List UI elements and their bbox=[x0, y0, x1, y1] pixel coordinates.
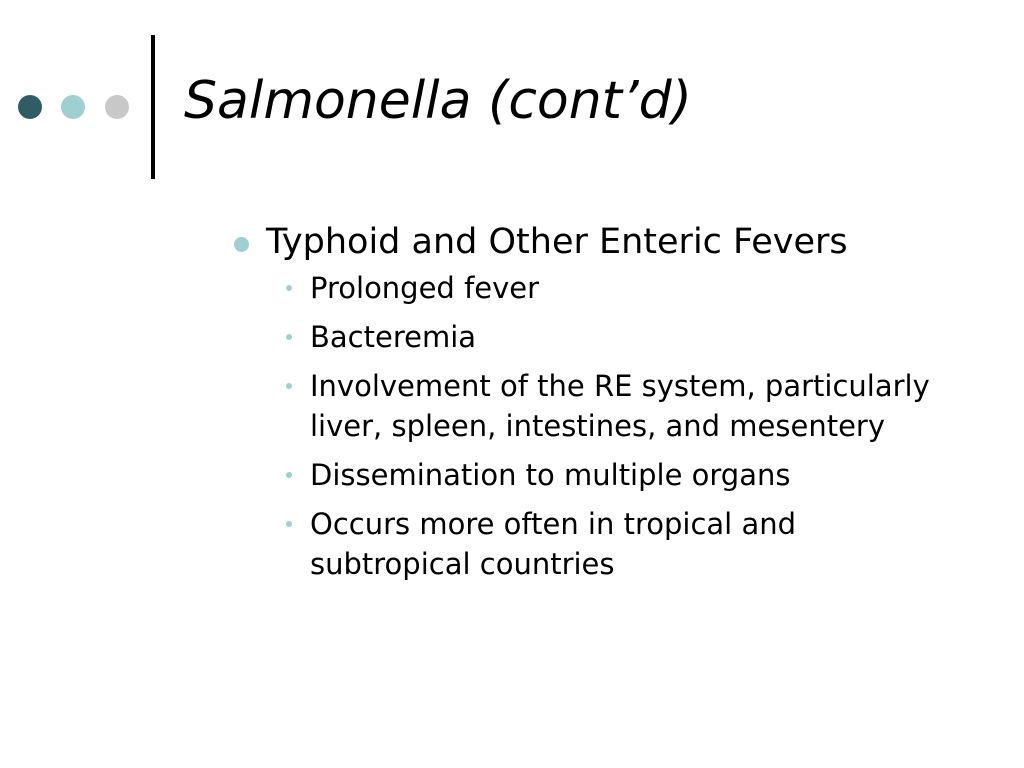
sub-bullet-icon bbox=[286, 285, 292, 291]
decorative-dot-light bbox=[61, 95, 85, 119]
decorative-dot-dark bbox=[18, 95, 42, 119]
sub-bullet-icon bbox=[286, 521, 292, 527]
sub-bullet-text: Occurs more often in tropical and subtropical countries bbox=[310, 506, 797, 581]
sub-bullet-item bbox=[232, 317, 950, 357]
decorative-dot-grey bbox=[105, 95, 129, 119]
sub-bullet-item bbox=[232, 268, 950, 308]
sub-bullet-icon bbox=[286, 334, 292, 340]
sub-bullet-text: Involvement of the RE system, particularly liver, spleen, intestines, and mesentery bbox=[310, 368, 930, 443]
main-bullet-text: Typhoid and Other Enteric Fevers bbox=[266, 222, 848, 262]
sub-bullet-item bbox=[232, 366, 950, 446]
sub-bullet-item bbox=[232, 504, 950, 584]
sub-bullet-icon bbox=[286, 383, 292, 389]
sub-bullet-text: Prolonged fever bbox=[310, 270, 540, 305]
sub-bullet-icon bbox=[286, 472, 292, 478]
sub-bullet-list bbox=[232, 268, 992, 584]
sub-bullet-item bbox=[232, 455, 950, 495]
sub-bullet-text: Bacteremia bbox=[310, 319, 477, 354]
main-bullet bbox=[232, 220, 992, 266]
slide-content bbox=[232, 220, 992, 593]
main-bullet-icon bbox=[234, 237, 249, 252]
title-divider bbox=[151, 35, 155, 179]
slide-title: Salmonella (cont’d) bbox=[184, 71, 692, 131]
sub-bullet-text: Dissemination to multiple organs bbox=[310, 457, 791, 492]
